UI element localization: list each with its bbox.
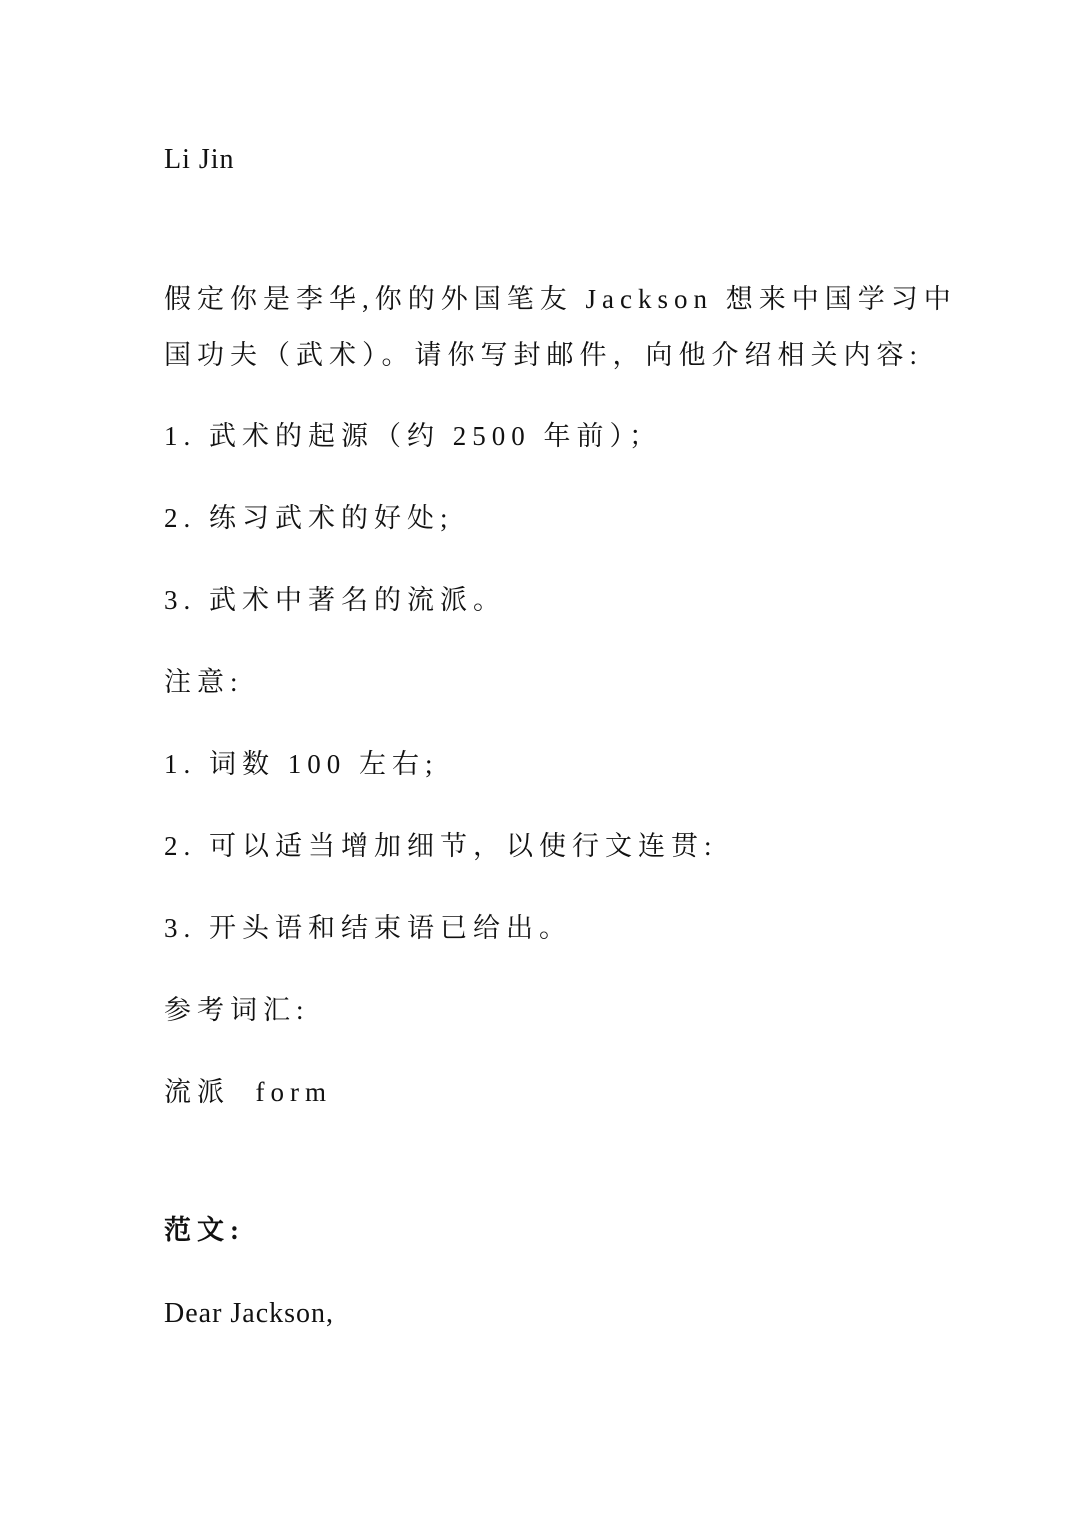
prompt-line-1: 假定你是李华,你的外国笔友 Jackson 想来中国学习中 [164, 284, 957, 314]
prompt-point-3: 3. 武术中著名的流派。 [164, 585, 506, 615]
prompt-line-2: 国功夫（武术）。请你写封邮件，向他介绍相关内容: [164, 340, 924, 370]
prompt-point-2: 2. 练习武术的好处; [164, 503, 454, 533]
note-item-1: 1. 词数 100 左右; [164, 749, 439, 779]
prompt-point-1: 1. 武术的起源（约 2500 年前）； [164, 421, 662, 451]
vocab-entry: 流派 form [164, 1077, 332, 1107]
sample-title: 范文: [164, 1215, 245, 1245]
letter-greeting: Dear Jackson, [164, 1298, 335, 1329]
vocab-title: 参考词汇: [164, 995, 310, 1025]
notes-title: 注意: [164, 667, 244, 697]
note-item-3: 3. 开头语和结束语已给出。 [164, 913, 572, 943]
note-item-2: 2. 可以适当增加细节，以使行文连贯: [164, 831, 718, 861]
author-name: Li Jin [164, 144, 235, 175]
